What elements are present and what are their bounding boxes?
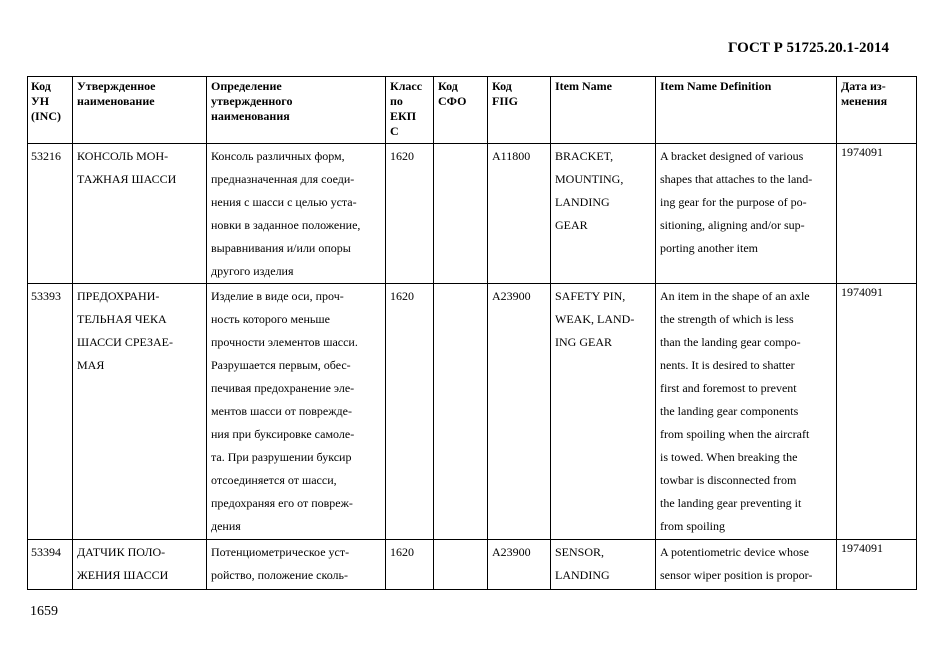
column-header-ekps-class: Класс по ЕКП С	[386, 77, 434, 144]
cell-approved-name: ДАТЧИК ПОЛО- ЖЕНИЯ ШАССИ	[73, 540, 207, 590]
cell-sfo-code	[434, 284, 488, 540]
cell-inc: 53394	[28, 540, 73, 590]
table-row	[28, 144, 917, 284]
column-header-fiig-code: Код FIIG	[488, 77, 551, 144]
cell-ekps-class: 1620	[386, 540, 434, 590]
cell-ekps-class: 1620	[386, 144, 434, 284]
cell-definition: Изделие в виде оси, проч- ность которого меньше прочности элементов шасси. Разрушается первым, обес- печивая предохранение эле- ментов шасси от поврежде- ния при буксировке самоле- та. При разрушении буксир отсоединяется от шасси, предохраняя его от повреж- дения	[207, 284, 386, 540]
cell-approved-name: ПРЕДОХРАНИ- ТЕЛЬНАЯ ЧЕКА ШАССИ СРЕЗАЕ- МАЯ	[73, 284, 207, 540]
column-header-inc: Код УН (INC)	[28, 77, 73, 144]
document-standard-code: ГОСТ Р 51725.20.1-2014	[727, 40, 889, 56]
cell-change-date: 1974091	[837, 284, 917, 540]
catalog-table	[27, 76, 917, 590]
cell-item-name-definition: A bracket designed of various shapes that attaches to the land- ing gear for the purpose of po- sitioning, aligning and/or sup- porting another item	[656, 144, 837, 284]
cell-item-name: SAFETY PIN, WEAK, LAND- ING GEAR	[551, 284, 656, 540]
column-header-definition: Определение утвержденного наименования	[207, 77, 386, 144]
cell-inc: 53393	[28, 284, 73, 540]
cell-change-date: 1974091	[837, 540, 917, 590]
cell-item-name-definition: An item in the shape of an axle the strength of which is less than the landing gear compo- nents. It is desired to shatter first and foremost to prevent the landing gear components from spoiling when the aircraft is towed. When breaking the towbar is disconnected from the landing gear preventing it from spoiling	[656, 284, 837, 540]
cell-item-name: SENSOR, LANDING	[551, 540, 656, 590]
column-header-sfo-code: Код СФО	[434, 77, 488, 144]
table-row	[28, 284, 917, 540]
cell-item-name: BRACKET, MOUNTING, LANDING GEAR	[551, 144, 656, 284]
cell-sfo-code	[434, 540, 488, 590]
cell-sfo-code	[434, 144, 488, 284]
cell-ekps-class: 1620	[386, 284, 434, 540]
table-header-row	[28, 77, 917, 144]
column-header-change-date: Дата из- менения	[837, 77, 917, 144]
cell-approved-name: КОНСОЛЬ МОН- ТАЖНАЯ ШАССИ	[73, 144, 207, 284]
cell-fiig-code: A11800	[488, 144, 551, 284]
table-row	[28, 540, 917, 590]
page-number: 1659	[30, 604, 58, 619]
column-header-item-name-definition: Item Name Definition	[656, 77, 837, 144]
column-header-item-name: Item Name	[551, 77, 656, 144]
column-header-approved-name: Утвержденное наименование	[73, 77, 207, 144]
cell-inc: 53216	[28, 144, 73, 284]
cell-fiig-code: A23900	[488, 540, 551, 590]
cell-fiig-code: A23900	[488, 284, 551, 540]
cell-item-name-definition: A potentiometric device whose sensor wiper position is propor-	[656, 540, 837, 590]
cell-definition: Потенциометрическое уст- ройство, положение сколь-	[207, 540, 386, 590]
cell-change-date: 1974091	[837, 144, 917, 284]
cell-definition: Консоль различных форм, предназначенная для соеди- нения с шасси с целью уста- новки в заданное положение, выравнивания и/или опоры другого изделия	[207, 144, 386, 284]
